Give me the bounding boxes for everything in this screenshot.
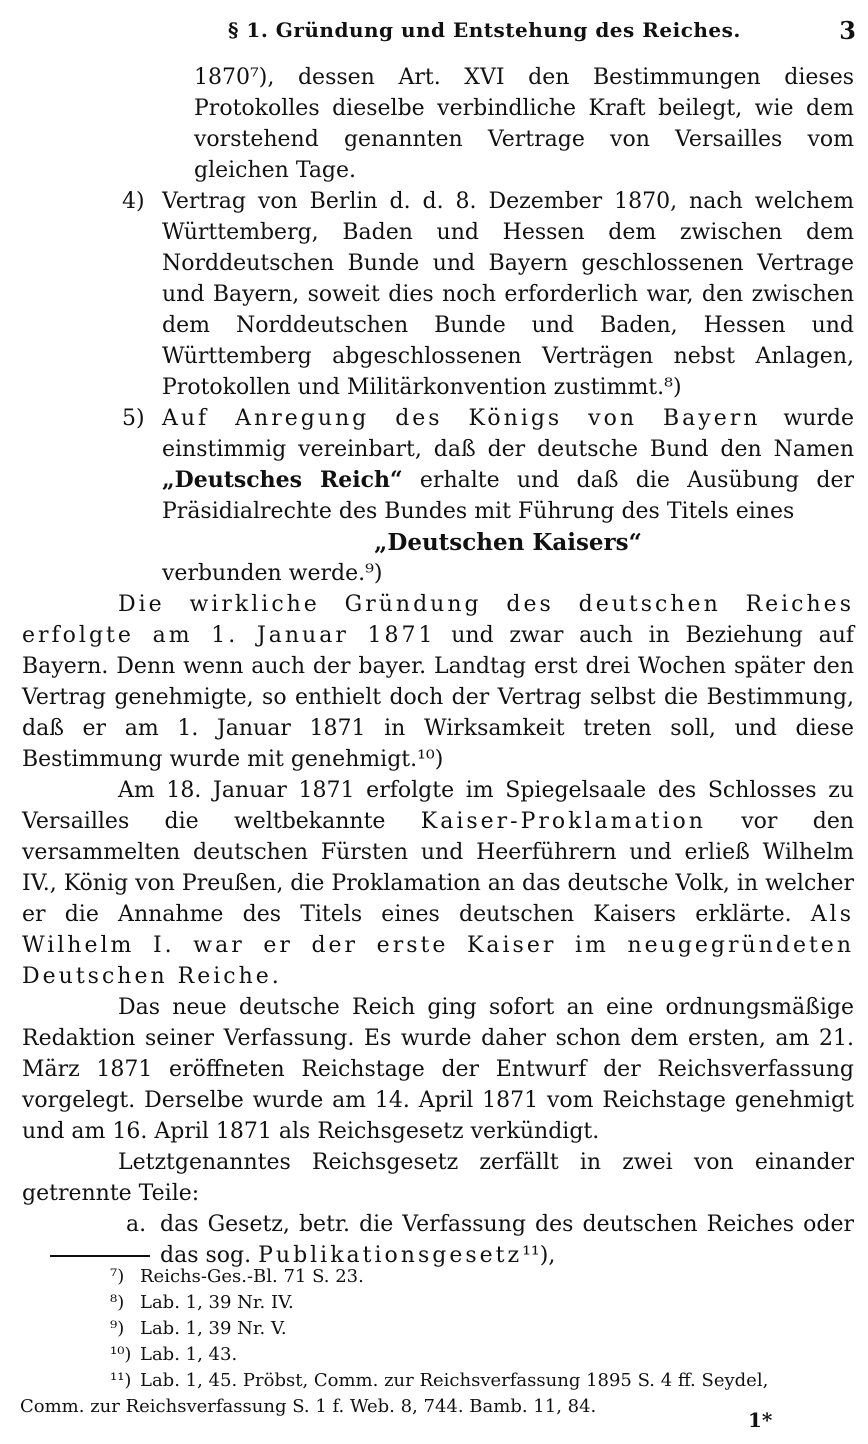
quoted-title: „Deutsches Reich“ [162,467,403,493]
spaced-emphasis: Kaiser-Proklamation [420,809,706,834]
paragraph-proclamation [22,775,854,992]
paragraph-parts: Letztgenanntes Reichsgesetz zerfällt in zwei von einander getrennte Teile: [22,1150,854,1206]
quoted-title-centered: „Deutschen Kaisers“ [374,529,642,556]
footnote: ⁹) Lab. 1, 39 Nr. V. [110,1318,287,1339]
footnote: ⁷) Reichs-Ges.-Bl. 71 S. 23. [110,1266,364,1287]
footnote: ¹⁰) Lab. 1, 43. [110,1344,238,1365]
paragraph-text: Am 18. Januar 1871 erfolgte im Spiegelsaale des Schlosses zu Versailles die weltbekannte [22,778,854,834]
item-text: Vertrag von Berlin d. d. 8. Dezember 1870, nach welchem Württemberg, Baden und Hessen dem zwischen dem Norddeutschen Bunde und Bayern geschlossenen Vertrage und Bayern, soweit dies noch erforderlich war, den zwischen dem Norddeutschen Bunde und Baden, Hessen und Württemberg abgeschlossenen Verträgen nebst Anlagen, Protokollen und Militärkonvention zustimmt.⁸) [162,189,854,400]
spaced-emphasis: Publikationsgesetz [258,1243,523,1268]
body-text [22,62,854,1271]
page-number: 3 [839,16,856,45]
item-text: erhalte und daß die Ausübung der Präsidialrechte des Bundes mit Führung des Titels eines [162,468,854,524]
item-letter: a. [126,1212,147,1237]
item-text: wurde einstimmig vereinbart, daß der deutsche Bund den Namen [162,406,854,462]
paragraph-founding [22,589,854,775]
item-number: 4) [122,189,145,214]
continued-paragraph: 1870⁷), dessen Art. XVI den Bestimmungen dieses Protokolles dieselbe verbindliche Kraft beilegt, wie dem vorstehend genannten Vertrage von Versailles vom gleichen Tage. [194,65,854,183]
signature-mark: 1* [748,1408,773,1432]
item-tail: ¹¹), [522,1243,556,1268]
list-item-4 [22,186,854,403]
list-item-a [22,1209,854,1271]
running-header: § 1. Gründung und Entstehung des Reiches. [228,18,741,42]
spaced-emphasis: Als Wilhelm I. war er der erste Kaiser im neugegründeten Deutschen Reiche. [22,902,854,989]
paragraph-text: vor den versammelten deutschen Fürsten und Heerführern und erließ Wilhelm IV., König von Preußen, die Proklamation an das deutsche Volk, in welcher er die Annahme des Titels eines deutschen Kaisers erklärte. [22,809,855,927]
footnote-continuation: Comm. zur Reichsverfassung S. 1 f. Web. 8, 744. Bamb. 11, 84. [20,1396,597,1417]
spaced-emphasis: Auf Anregung des Königs von Bayern [162,406,761,431]
paragraph-text: und zwar auch in Beziehung auf Bayern. Denn wenn auch der bayer. Landtag erst drei Wochen später den Vertrag genehmigte, so enthielt doch der Vertrag selbst die Bestimmung, daß er am 1. Januar 1871 in Wirksamkeit treten soll, und diese Bestimmung wurde mit genehmigt.¹⁰) [22,623,855,772]
footnotes [20,1264,860,1420]
item-text: das Gesetz, betr. die Verfassung des deutschen Reiches oder das sog. [160,1212,854,1268]
paragraph-constitution: Das neue deutsche Reich ging sofort an eine ordnungsmäßige Redaktion seiner Verfassung. Es wurde daher schon dem ersten, am 21. März 1871 eröffneten Reichstage der Entwurf der Reichsverfassung vorgelegt. Derselbe wurde am 14. April 1871 vom Reichstage genehmigt und am 16. April 1871 als Reichsgesetz verkündigt. [22,995,854,1144]
spaced-emphasis: Die wirkliche Gründung des deutschen Reiches erfolgte am 1. Januar 1871 [22,592,854,648]
list-item-5 [22,403,854,527]
item-tail: verbunden werde.⁹) [162,561,383,586]
footnote: ¹¹) Lab. 1, 45. Pröbst, Comm. zur Reichsverfassung 1895 S. 4 ff. Seydel, [110,1370,769,1391]
footnote-divider [50,1255,150,1257]
item-number: 5) [122,406,145,431]
footnote: ⁸) Lab. 1, 39 Nr. IV. [110,1292,294,1313]
